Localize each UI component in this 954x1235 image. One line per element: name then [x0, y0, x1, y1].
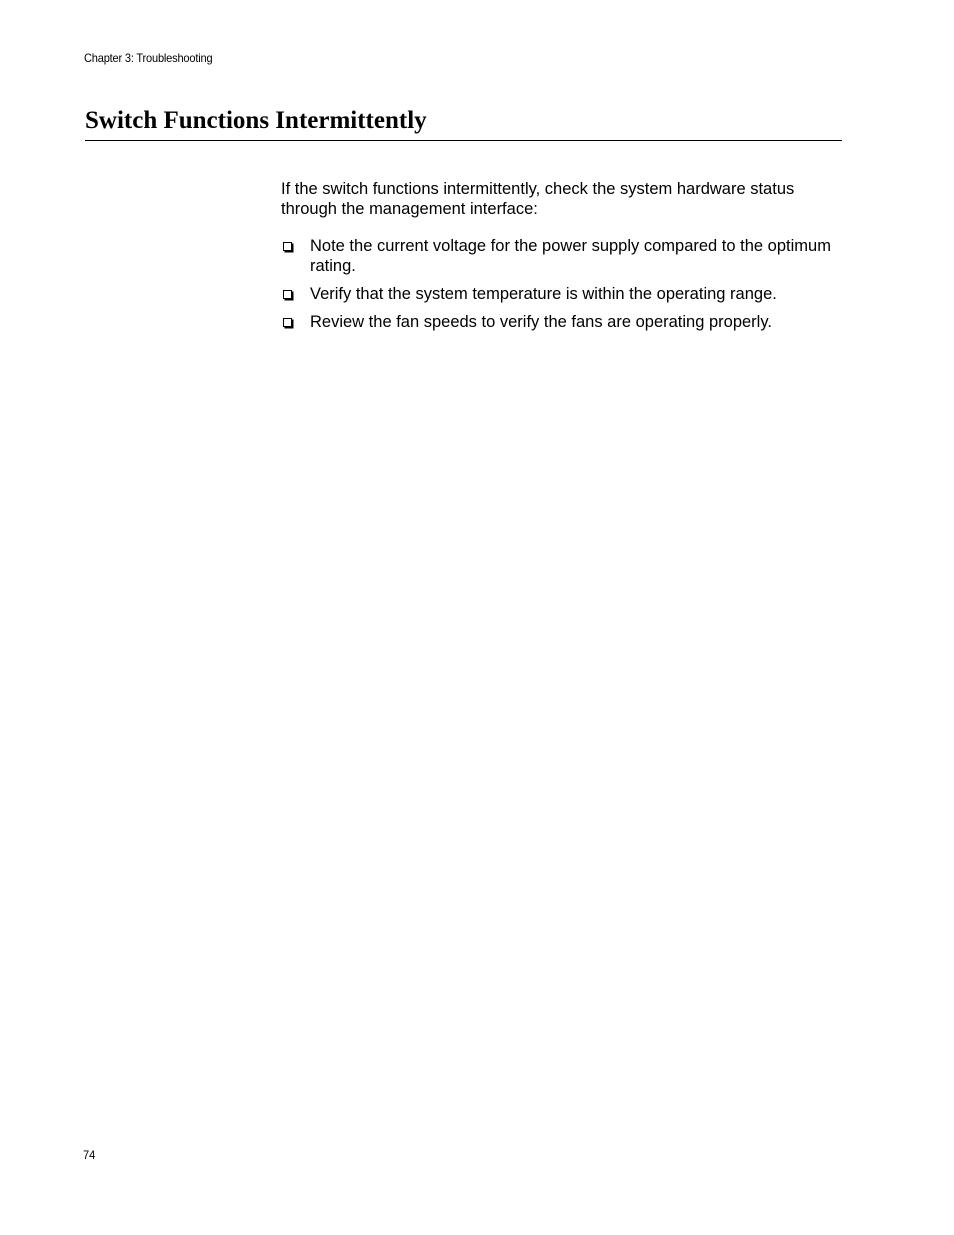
section-title: Switch Functions Intermittently: [85, 107, 427, 134]
list-item-text: Verify that the system temperature is within the operating range.: [310, 285, 777, 303]
list-item-text: Note the current voltage for the power supply compared to the optimum rating.: [310, 237, 831, 275]
title-rule: [85, 140, 842, 141]
list-item: [281, 312, 841, 332]
list-item: [281, 284, 841, 304]
checkbox-bullet-icon: [283, 290, 292, 299]
intro-paragraph: If the switch functions intermittently, check the system hardware status through the management interface:: [281, 180, 795, 218]
checklist: [281, 236, 841, 332]
section-body: [281, 179, 841, 340]
page-number: 74: [83, 1148, 96, 1162]
running-header: Chapter 3: Troubleshooting: [84, 51, 213, 65]
checkbox-bullet-icon: [283, 242, 292, 251]
checkbox-bullet-icon: [283, 318, 292, 327]
list-item: [281, 236, 841, 276]
list-item-text: Review the fan speeds to verify the fans are operating properly.: [310, 313, 772, 331]
